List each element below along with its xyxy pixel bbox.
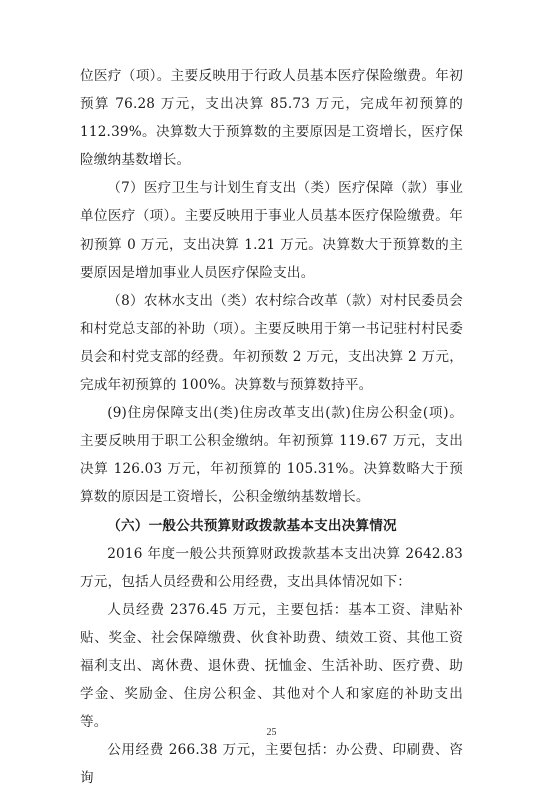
paragraph-housing-fund: (9)住房保障支出(类)住房改革支出(款)住房公积金(项)。主要反映用于职工公积金缴纳。年初预算 119.67 万元，支出决算 126.03 万元，年初预算的 105.31%。决算数略大于预算数的原因是工资增长，公积金缴纳基数增长。 [80,405,463,506]
paragraph-medical-institution: （7）医疗卫生与计划生育支出（类）医疗保障（款）事业单位医疗（项）。主要反映用于事业人员基本医疗保险缴费。年初预算 0 万元，支出决算 1.21 万元。决算数大于预算数的主要原因是增加事业人员医疗保险支出。 [80,180,463,281]
page-number: 25 [266,727,277,738]
paragraph-village-subsidy: （8）农林水支出（类）农村综合改革（款）对村民委员会和村党总支部的补助（项）。主要反映用于第一书记驻村村民委员会和村党支部的经费。年初预数 2 万元，支出决算 2 万元，完成年初预算的 100%。决算数与预算数持平。 [80,292,463,394]
paragraph-public-expenses: 公用经费 266.38 万元，主要包括：办公费、印刷费、咨询 [80,742,463,787]
paragraph-personnel-expenses: 人员经费 2376.45 万元，主要包括：基本工资、津贴补贴、奖金、社会保障缴费、伙食补助费、绩效工资、其他工资福利支出、离休费、退休费、抚恤金、生活补助、医疗费、助学金、奖励金、住房公积金、其他对个人和家庭的补助支出等。 [80,601,463,731]
paragraph-medical-admin: 位医疗（项）。主要反映用于行政人员基本医疗保险缴费。年初预算 76.28 万元，支出决算 85.73 万元，完成年初预算的 112.39%。决算数大于预算数的主要原因是工资增长，医疗保险缴纳基数增长。 [80,68,463,169]
paragraph-basic-expenditure: 2016 年度一般公共预算财政拨款基本支出决算 2642.83 万元，包括人员经费和公用经费，支出具体情况如下： [80,545,463,590]
section-heading: （六）一般公共预算财政拨款基本支出决算情况 [107,517,397,534]
